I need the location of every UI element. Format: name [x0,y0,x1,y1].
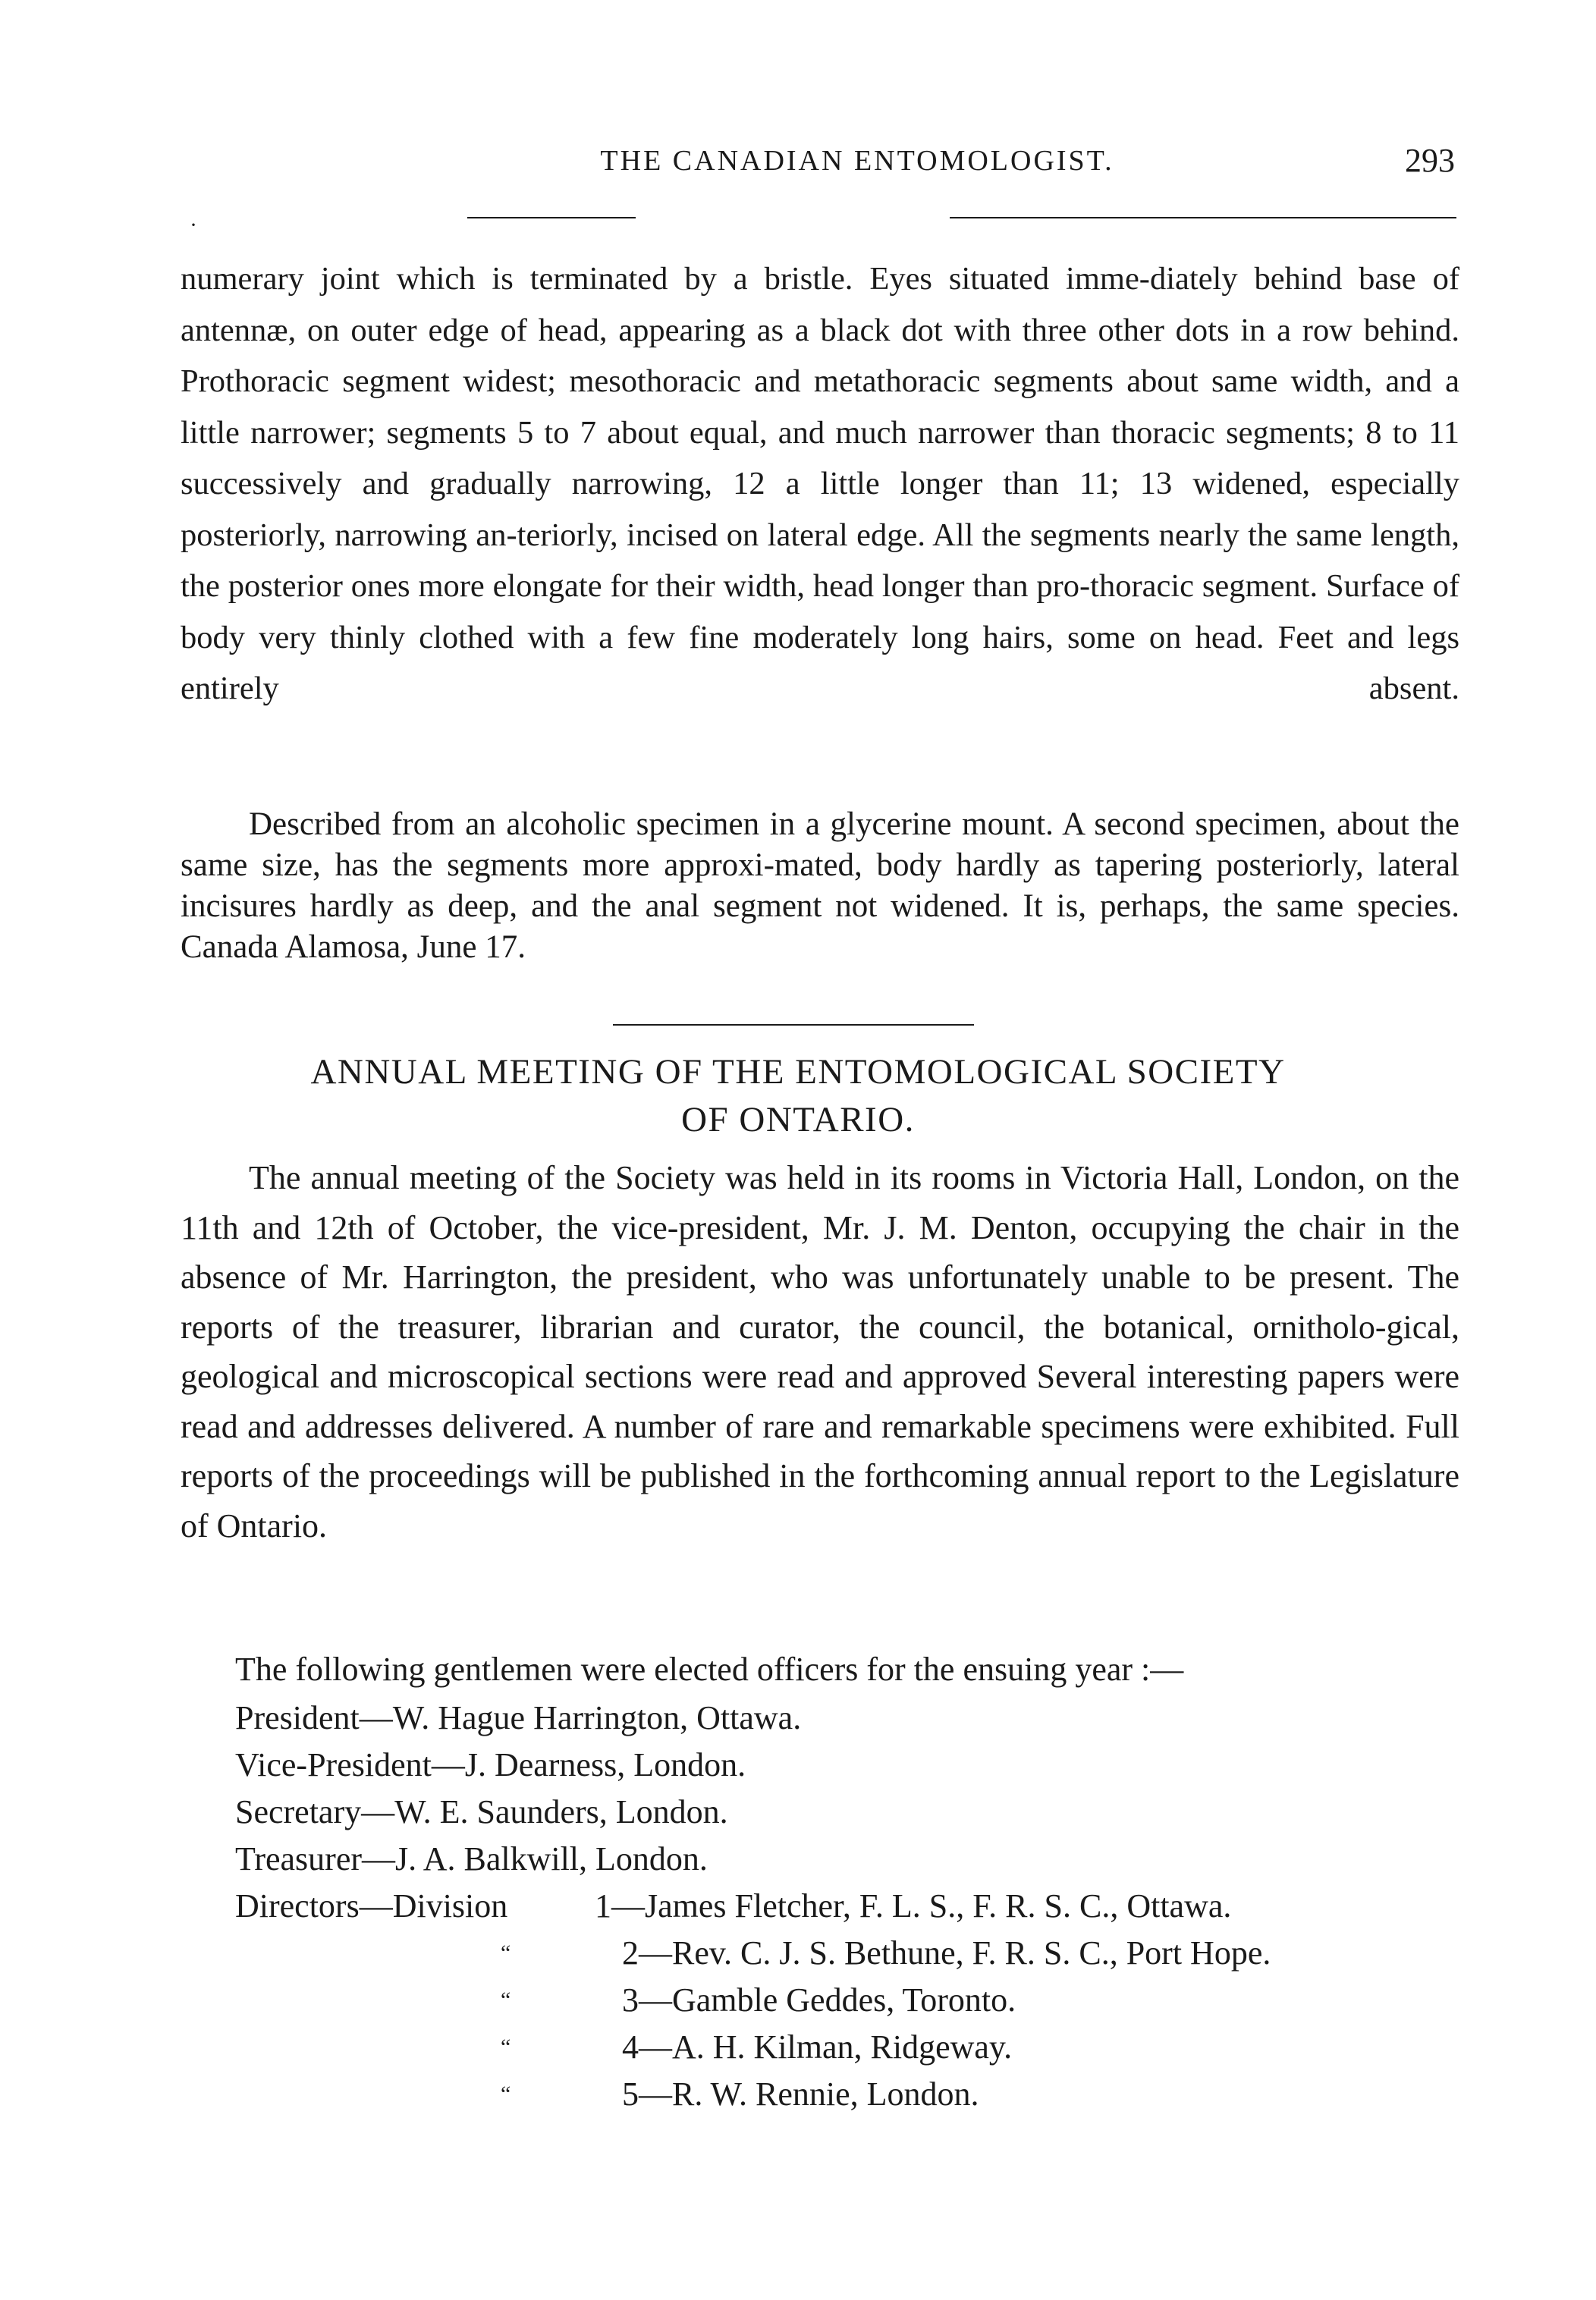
officers-intro: The following gentlemen were elected officers for the ensuing year :— [235,1651,1184,1688]
officer-vice-president: Vice-President—J. Dearness, London. [235,1746,746,1783]
director-row [235,2071,1271,2118]
section-heading [152,1048,1444,1144]
running-head-title: THE CANADIAN ENTOMOLOGIST. [600,145,1114,177]
director-division: 3—Gamble Geddes, Toronto. [622,1981,1016,2019]
ditto-mark: “ [501,1987,511,2012]
specimen-note-paragraph: Described from an alcoholic specimen in a glycerine mount. A second specimen, about the same size, has the segments more approxi-mated, body hardly as tapering posteriorly, lateral incisures hardly as deep, and the anal segment not widened. It is, perhaps, the same species. Canada Alamosa, June 17. [181,806,1459,965]
section-divider-rule [613,1024,974,1026]
director-division: 2—Rev. C. J. S. Bethune, F. R. S. C., Port Hope. [622,1934,1271,1972]
page-number: 293 [1405,142,1455,179]
annual-meeting-paragraph: The annual meeting of the Society was held in its rooms in Victoria Hall, London, on the 11th and 12th of October, the vice-president, Mr. J. M. Denton, occupying the chair in the absence of Mr. Harrington, the president, who was unfortunately unable to be present. The reports of the treasurer, librarian and curator, the council, the botanical, ornitholo-gical, geological and microscopical sections were read and approved Several interesting papers were read and addresses delivered. A number of rare and remarkable specimens were exhibited. Full reports of the proceedings will be published in the forthcoming annual report to the Legislature of Ontario. [181,1159,1459,1544]
larva-description-paragraph: numerary joint which is terminated by a bristle. Eyes situated imme-diately behind base of antennæ, on outer edge of head, appearing as a black dot with three other dots in a row behind. Prothoracic segment widest; mesothoracic and metathoracic segments about same width, and a little narrower; segments 5 to 7 about equal, and much narrower than thoracic segments; 8 to 11 successively and gradually narrowing, 12 a little longer than 11; 13 widened, especially posteriorly, narrowing an-teriorly, incised on lateral edge. All the segments nearly the same length, the posterior ones more elongate for their width, head longer than pro-thoracic segment. Surface of body very thinly clothed with a few fine moderately long hairs, some on head. Feet and legs entirely absent. [181,261,1459,706]
ditto-mark: “ [501,1940,511,1965]
director-row [235,1883,1271,1930]
director-row [235,2024,1271,2071]
officer-treasurer: Treasurer—J. A. Balkwill, London. [235,1840,708,1877]
director-row [235,1977,1271,2024]
section-heading-line-2: OF ONTARIO. [681,1100,915,1139]
officers-list [235,1695,1271,2118]
officer-president: President—W. Hague Harrington, Ottawa. [235,1699,802,1736]
directors-label: Directors—Division [235,1887,508,1925]
officer-secretary: Secretary—W. E. Saunders, London. [235,1793,728,1830]
director-division: 5—R. W. Rennie, London. [622,2075,979,2113]
director-row [235,1930,1271,1977]
ditto-mark: “ [501,2082,511,2107]
section-heading-line-1: ANNUAL MEETING OF THE ENTOMOLOGICAL SOCIETY [310,1052,1286,1092]
ditto-mark: “ [501,2034,511,2060]
director-division: 1—James Fletcher, F. L. S., F. R. S. C., Ottawa. [595,1887,1232,1925]
director-division: 4—A. H. Kilman, Ridgeway. [622,2028,1013,2066]
header-rule-right [950,217,1456,218]
header-dot-mark: · [190,212,197,237]
header-rule-left [467,217,636,218]
